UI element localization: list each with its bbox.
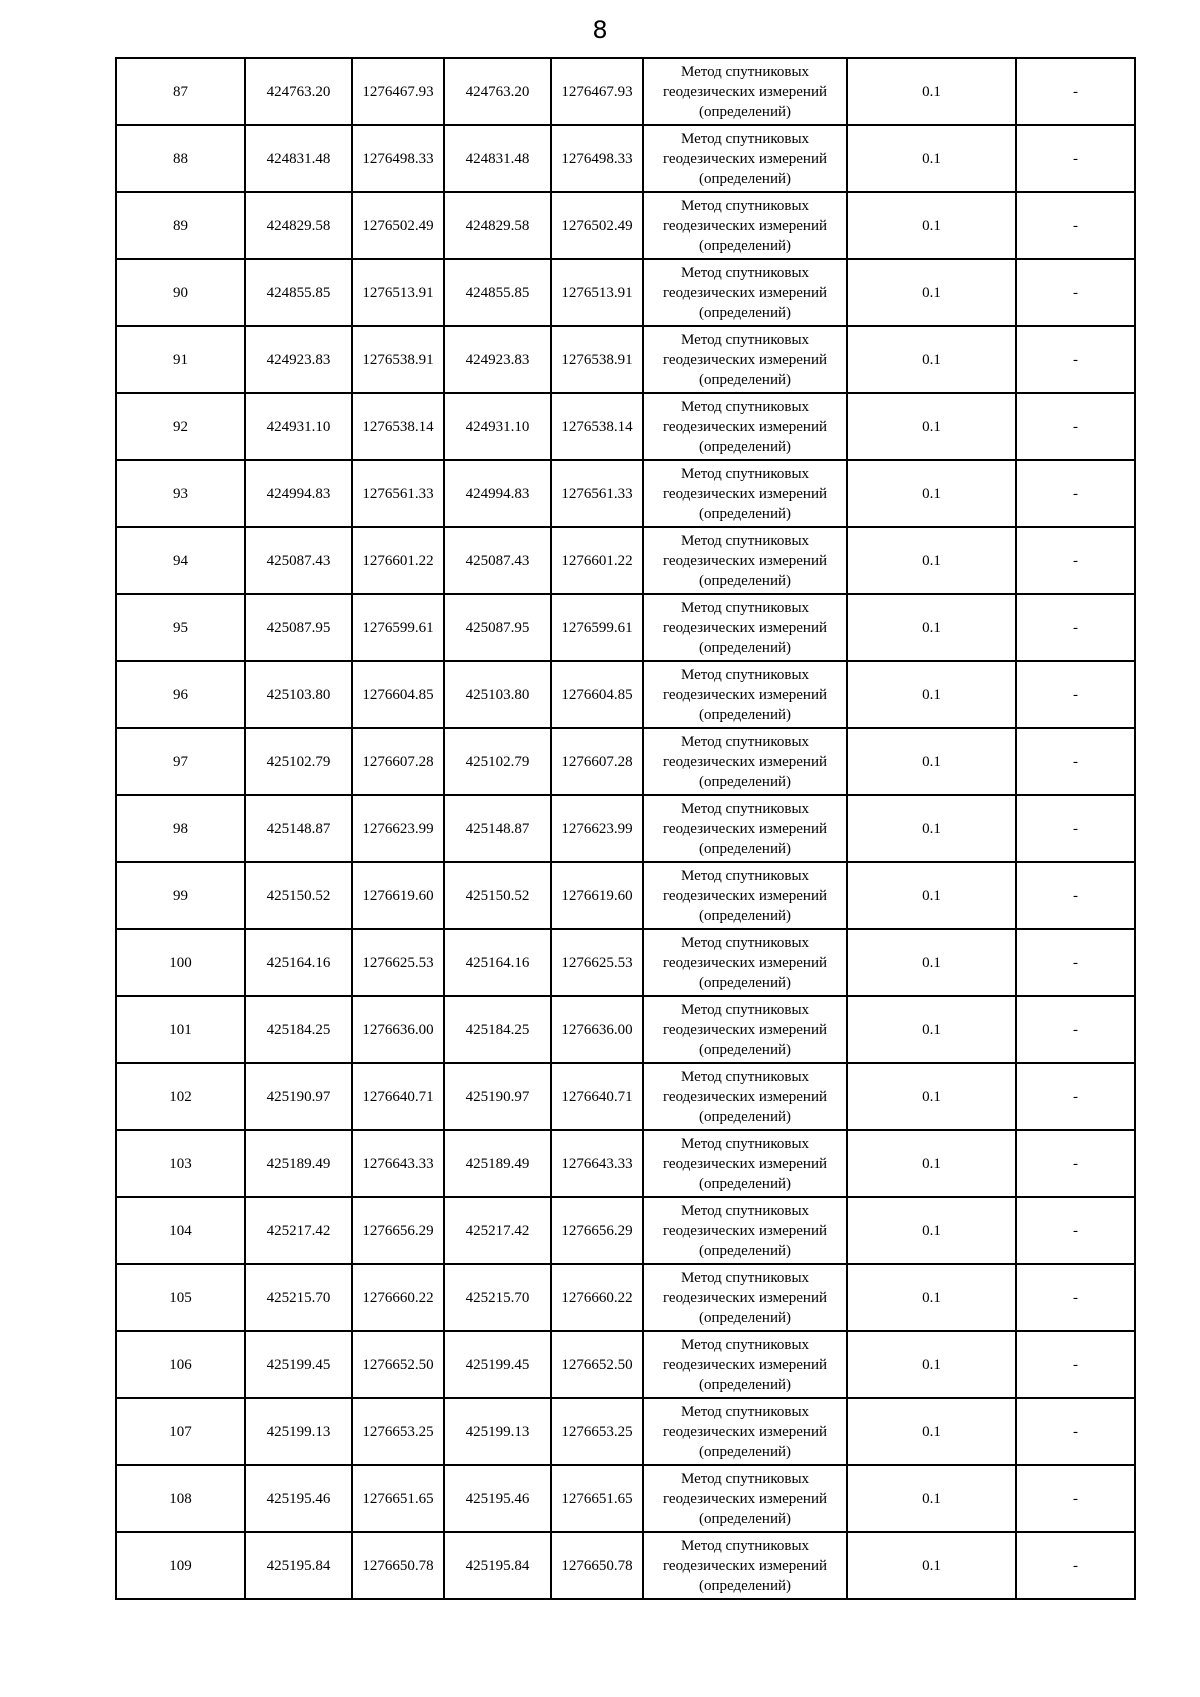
specified-x-cell: 425148.87	[444, 795, 551, 862]
existing-y-cell: 1276607.28	[352, 728, 444, 795]
method-cell	[643, 929, 847, 996]
specified-y-cell: 1276652.50	[551, 1331, 643, 1398]
table-row	[116, 996, 1135, 1063]
method-line: геодезических измерений	[662, 1423, 828, 1440]
note-cell: -	[1016, 661, 1135, 728]
method-line: геодезических измерений	[662, 284, 828, 301]
accuracy-cell: 0.1	[847, 1532, 1016, 1599]
method-line: (определений)	[699, 304, 791, 321]
specified-y-cell: 1276498.33	[551, 125, 643, 192]
specified-x-cell: 425215.70	[444, 1264, 551, 1331]
method-line: Метод спутниковых	[680, 197, 810, 214]
specified-x-cell: 425195.46	[444, 1465, 551, 1532]
method-line: геодезических измерений	[662, 485, 828, 502]
method-cell	[643, 661, 847, 728]
method-line: Метод спутниковых	[680, 800, 810, 817]
existing-y-cell: 1276601.22	[352, 527, 444, 594]
accuracy-cell: 0.1	[847, 1264, 1016, 1331]
note-cell: -	[1016, 259, 1135, 326]
existing-x-cell: 425195.46	[245, 1465, 352, 1532]
method-line: Метод спутниковых	[680, 666, 810, 683]
specified-y-cell: 1276538.91	[551, 326, 643, 393]
note-cell: -	[1016, 1331, 1135, 1398]
method-line: (определений)	[699, 103, 791, 120]
table-row	[116, 1063, 1135, 1130]
existing-x-cell: 425199.13	[245, 1398, 352, 1465]
table-row	[116, 594, 1135, 661]
accuracy-cell: 0.1	[847, 259, 1016, 326]
note-cell: -	[1016, 1197, 1135, 1264]
note-cell: -	[1016, 929, 1135, 996]
method-line: Метод спутниковых	[680, 934, 810, 951]
specified-y-cell: 1276561.33	[551, 460, 643, 527]
method-cell	[643, 1063, 847, 1130]
method-line: геодезических измерений	[662, 351, 828, 368]
existing-y-cell: 1276650.78	[352, 1532, 444, 1599]
method-line: Метод спутниковых	[680, 1336, 810, 1353]
specified-x-cell: 425102.79	[444, 728, 551, 795]
specified-x-cell: 425217.42	[444, 1197, 551, 1264]
method-line: геодезических измерений	[662, 954, 828, 971]
method-cell	[643, 192, 847, 259]
table-row	[116, 728, 1135, 795]
table-row	[116, 1197, 1135, 1264]
method-cell	[643, 1197, 847, 1264]
point-number-cell: 97	[116, 728, 245, 795]
accuracy-cell: 0.1	[847, 728, 1016, 795]
note-cell: -	[1016, 527, 1135, 594]
existing-y-cell: 1276502.49	[352, 192, 444, 259]
existing-x-cell: 425199.45	[245, 1331, 352, 1398]
page-number: 8	[592, 16, 608, 44]
method-line: геодезических измерений	[662, 1088, 828, 1105]
method-line: геодезических измерений	[662, 1289, 828, 1306]
method-cell	[643, 996, 847, 1063]
point-number-cell: 104	[116, 1197, 245, 1264]
existing-y-cell: 1276467.93	[352, 58, 444, 125]
specified-y-cell: 1276619.60	[551, 862, 643, 929]
method-cell	[643, 1532, 847, 1599]
table-row	[116, 192, 1135, 259]
method-line: (определений)	[699, 773, 791, 790]
specified-x-cell: 425199.13	[444, 1398, 551, 1465]
method-line: (определений)	[699, 1108, 791, 1125]
method-line: (определений)	[699, 974, 791, 991]
table-row	[116, 326, 1135, 393]
existing-x-cell: 424763.20	[245, 58, 352, 125]
specified-y-cell: 1276660.22	[551, 1264, 643, 1331]
specified-y-cell: 1276513.91	[551, 259, 643, 326]
method-line: Метод спутниковых	[680, 867, 810, 884]
point-number-cell: 91	[116, 326, 245, 393]
method-line: Метод спутниковых	[680, 532, 810, 549]
table-body	[116, 58, 1135, 1599]
note-cell: -	[1016, 125, 1135, 192]
point-number-cell: 105	[116, 1264, 245, 1331]
point-number-cell: 89	[116, 192, 245, 259]
method-cell	[643, 1130, 847, 1197]
method-line: геодезических измерений	[662, 1155, 828, 1172]
specified-x-cell: 424931.10	[444, 393, 551, 460]
accuracy-cell: 0.1	[847, 1197, 1016, 1264]
method-cell	[643, 125, 847, 192]
method-line: Метод спутниковых	[680, 1068, 810, 1085]
accuracy-cell: 0.1	[847, 929, 1016, 996]
existing-x-cell: 425102.79	[245, 728, 352, 795]
existing-y-cell: 1276652.50	[352, 1331, 444, 1398]
specified-x-cell: 425184.25	[444, 996, 551, 1063]
specified-y-cell: 1276636.00	[551, 996, 643, 1063]
method-cell	[643, 460, 847, 527]
method-line: геодезических измерений	[662, 1356, 828, 1373]
point-number-cell: 90	[116, 259, 245, 326]
table-row	[116, 125, 1135, 192]
method-cell	[643, 326, 847, 393]
existing-y-cell: 1276656.29	[352, 1197, 444, 1264]
method-line: геодезических измерений	[662, 83, 828, 100]
method-line: (определений)	[699, 1577, 791, 1594]
point-number-cell: 100	[116, 929, 245, 996]
accuracy-cell: 0.1	[847, 1398, 1016, 1465]
note-cell: -	[1016, 1532, 1135, 1599]
point-number-cell: 108	[116, 1465, 245, 1532]
specified-x-cell: 425087.95	[444, 594, 551, 661]
method-cell	[643, 728, 847, 795]
method-line: Метод спутниковых	[680, 264, 810, 281]
specified-y-cell: 1276467.93	[551, 58, 643, 125]
existing-x-cell: 425184.25	[245, 996, 352, 1063]
table-row	[116, 661, 1135, 728]
specified-x-cell: 424855.85	[444, 259, 551, 326]
existing-y-cell: 1276653.25	[352, 1398, 444, 1465]
note-cell: -	[1016, 862, 1135, 929]
method-line: геодезических измерений	[662, 686, 828, 703]
accuracy-cell: 0.1	[847, 996, 1016, 1063]
accuracy-cell: 0.1	[847, 1130, 1016, 1197]
method-line: (определений)	[699, 1510, 791, 1527]
note-cell: -	[1016, 728, 1135, 795]
existing-x-cell: 424829.58	[245, 192, 352, 259]
point-number-cell: 87	[116, 58, 245, 125]
table-row	[116, 259, 1135, 326]
specified-y-cell: 1276640.71	[551, 1063, 643, 1130]
point-number-cell: 103	[116, 1130, 245, 1197]
existing-y-cell: 1276623.99	[352, 795, 444, 862]
existing-x-cell: 425087.43	[245, 527, 352, 594]
note-cell: -	[1016, 393, 1135, 460]
specified-y-cell: 1276599.61	[551, 594, 643, 661]
accuracy-cell: 0.1	[847, 527, 1016, 594]
note-cell: -	[1016, 192, 1135, 259]
note-cell: -	[1016, 460, 1135, 527]
specified-x-cell: 424831.48	[444, 125, 551, 192]
method-line: геодезических измерений	[662, 418, 828, 435]
method-line: (определений)	[699, 1443, 791, 1460]
specified-y-cell: 1276656.29	[551, 1197, 643, 1264]
existing-y-cell: 1276640.71	[352, 1063, 444, 1130]
note-cell: -	[1016, 1465, 1135, 1532]
point-number-cell: 92	[116, 393, 245, 460]
note-cell: -	[1016, 996, 1135, 1063]
method-line: геодезических измерений	[662, 1490, 828, 1507]
existing-y-cell: 1276651.65	[352, 1465, 444, 1532]
existing-y-cell: 1276660.22	[352, 1264, 444, 1331]
table-row	[116, 393, 1135, 460]
accuracy-cell: 0.1	[847, 661, 1016, 728]
method-line: (определений)	[699, 907, 791, 924]
specified-y-cell: 1276650.78	[551, 1532, 643, 1599]
specified-y-cell: 1276651.65	[551, 1465, 643, 1532]
method-cell	[643, 1331, 847, 1398]
table-row	[116, 1130, 1135, 1197]
existing-y-cell: 1276538.14	[352, 393, 444, 460]
existing-x-cell: 425190.97	[245, 1063, 352, 1130]
method-line: (определений)	[699, 1376, 791, 1393]
table-row	[116, 527, 1135, 594]
table-row	[116, 58, 1135, 125]
method-line: (определений)	[699, 1041, 791, 1058]
method-line: геодезических измерений	[662, 1557, 828, 1574]
note-cell: -	[1016, 1264, 1135, 1331]
note-cell: -	[1016, 1398, 1135, 1465]
specified-x-cell: 425195.84	[444, 1532, 551, 1599]
table-row	[116, 1465, 1135, 1532]
point-number-cell: 93	[116, 460, 245, 527]
method-cell	[643, 862, 847, 929]
specified-y-cell: 1276604.85	[551, 661, 643, 728]
method-line: (определений)	[699, 1175, 791, 1192]
point-number-cell: 106	[116, 1331, 245, 1398]
specified-x-cell: 424923.83	[444, 326, 551, 393]
existing-x-cell: 425217.42	[245, 1197, 352, 1264]
specified-x-cell: 425190.97	[444, 1063, 551, 1130]
note-cell: -	[1016, 1130, 1135, 1197]
method-line: (определений)	[699, 505, 791, 522]
existing-x-cell: 425148.87	[245, 795, 352, 862]
existing-y-cell: 1276604.85	[352, 661, 444, 728]
specified-x-cell: 424994.83	[444, 460, 551, 527]
method-line: Метод спутниковых	[680, 63, 810, 80]
method-line: (определений)	[699, 170, 791, 187]
method-cell	[643, 1465, 847, 1532]
accuracy-cell: 0.1	[847, 460, 1016, 527]
existing-x-cell: 425189.49	[245, 1130, 352, 1197]
table-row	[116, 862, 1135, 929]
method-line: (определений)	[699, 237, 791, 254]
method-line: (определений)	[699, 639, 791, 656]
accuracy-cell: 0.1	[847, 594, 1016, 661]
method-cell	[643, 393, 847, 460]
method-cell	[643, 527, 847, 594]
accuracy-cell: 0.1	[847, 192, 1016, 259]
table-row	[116, 929, 1135, 996]
accuracy-cell: 0.1	[847, 795, 1016, 862]
method-line: Метод спутниковых	[680, 398, 810, 415]
method-cell	[643, 594, 847, 661]
existing-y-cell: 1276498.33	[352, 125, 444, 192]
specified-y-cell: 1276601.22	[551, 527, 643, 594]
method-line: (определений)	[699, 371, 791, 388]
method-line: геодезических измерений	[662, 552, 828, 569]
method-cell	[643, 58, 847, 125]
existing-x-cell: 424994.83	[245, 460, 352, 527]
point-number-cell: 101	[116, 996, 245, 1063]
table-row	[116, 460, 1135, 527]
existing-x-cell: 425215.70	[245, 1264, 352, 1331]
existing-y-cell: 1276643.33	[352, 1130, 444, 1197]
accuracy-cell: 0.1	[847, 58, 1016, 125]
specified-x-cell: 424829.58	[444, 192, 551, 259]
method-line: Метод спутниковых	[680, 599, 810, 616]
table-row	[116, 1398, 1135, 1465]
accuracy-cell: 0.1	[847, 1063, 1016, 1130]
method-line: (определений)	[699, 572, 791, 589]
existing-y-cell: 1276636.00	[352, 996, 444, 1063]
point-number-cell: 94	[116, 527, 245, 594]
method-line: Метод спутниковых	[680, 1202, 810, 1219]
accuracy-cell: 0.1	[847, 125, 1016, 192]
method-cell	[643, 1398, 847, 1465]
method-line: геодезических измерений	[662, 1021, 828, 1038]
existing-y-cell: 1276561.33	[352, 460, 444, 527]
method-line: геодезических измерений	[662, 1222, 828, 1239]
point-number-cell: 109	[116, 1532, 245, 1599]
method-line: геодезических измерений	[662, 217, 828, 234]
existing-y-cell: 1276538.91	[352, 326, 444, 393]
method-cell	[643, 259, 847, 326]
note-cell: -	[1016, 326, 1135, 393]
existing-x-cell: 425195.84	[245, 1532, 352, 1599]
method-cell	[643, 1264, 847, 1331]
existing-x-cell: 424923.83	[245, 326, 352, 393]
specified-x-cell: 425189.49	[444, 1130, 551, 1197]
method-line: геодезических измерений	[662, 150, 828, 167]
specified-x-cell: 425150.52	[444, 862, 551, 929]
coordinates-table	[115, 57, 1136, 1600]
specified-y-cell: 1276607.28	[551, 728, 643, 795]
point-number-cell: 96	[116, 661, 245, 728]
existing-x-cell: 424931.10	[245, 393, 352, 460]
method-line: Метод спутниковых	[680, 465, 810, 482]
accuracy-cell: 0.1	[847, 326, 1016, 393]
table-row	[116, 1264, 1135, 1331]
note-cell: -	[1016, 58, 1135, 125]
method-line: Метод спутниковых	[680, 130, 810, 147]
specified-y-cell: 1276625.53	[551, 929, 643, 996]
specified-x-cell: 425199.45	[444, 1331, 551, 1398]
table-row	[116, 795, 1135, 862]
accuracy-cell: 0.1	[847, 1331, 1016, 1398]
method-line: геодезических измерений	[662, 619, 828, 636]
point-number-cell: 88	[116, 125, 245, 192]
method-line: геодезических измерений	[662, 753, 828, 770]
point-number-cell: 102	[116, 1063, 245, 1130]
method-line: Метод спутниковых	[680, 1470, 810, 1487]
specified-y-cell: 1276502.49	[551, 192, 643, 259]
method-line: Метод спутниковых	[680, 1135, 810, 1152]
accuracy-cell: 0.1	[847, 393, 1016, 460]
method-line: (определений)	[699, 438, 791, 455]
specified-x-cell: 424763.20	[444, 58, 551, 125]
specified-x-cell: 425103.80	[444, 661, 551, 728]
existing-x-cell: 424831.48	[245, 125, 352, 192]
method-line: геодезических измерений	[662, 887, 828, 904]
method-cell	[643, 795, 847, 862]
specified-y-cell: 1276538.14	[551, 393, 643, 460]
existing-x-cell: 424855.85	[245, 259, 352, 326]
method-line: (определений)	[699, 1242, 791, 1259]
note-cell: -	[1016, 594, 1135, 661]
existing-y-cell: 1276619.60	[352, 862, 444, 929]
specified-x-cell: 425087.43	[444, 527, 551, 594]
note-cell: -	[1016, 795, 1135, 862]
method-line: Метод спутниковых	[680, 1269, 810, 1286]
existing-y-cell: 1276513.91	[352, 259, 444, 326]
method-line: геодезических измерений	[662, 820, 828, 837]
method-line: Метод спутниковых	[680, 331, 810, 348]
existing-x-cell: 425103.80	[245, 661, 352, 728]
specified-y-cell: 1276653.25	[551, 1398, 643, 1465]
accuracy-cell: 0.1	[847, 862, 1016, 929]
table-row	[116, 1532, 1135, 1599]
specified-y-cell: 1276623.99	[551, 795, 643, 862]
accuracy-cell: 0.1	[847, 1465, 1016, 1532]
method-line: Метод спутниковых	[680, 1403, 810, 1420]
method-line: (определений)	[699, 1309, 791, 1326]
point-number-cell: 95	[116, 594, 245, 661]
note-cell: -	[1016, 1063, 1135, 1130]
point-number-cell: 98	[116, 795, 245, 862]
method-line: Метод спутниковых	[680, 1537, 810, 1554]
point-number-cell: 99	[116, 862, 245, 929]
existing-x-cell: 425150.52	[245, 862, 352, 929]
existing-x-cell: 425087.95	[245, 594, 352, 661]
method-line: Метод спутниковых	[680, 733, 810, 750]
specified-x-cell: 425164.16	[444, 929, 551, 996]
method-line: (определений)	[699, 840, 791, 857]
specified-y-cell: 1276643.33	[551, 1130, 643, 1197]
method-line: (определений)	[699, 706, 791, 723]
existing-y-cell: 1276625.53	[352, 929, 444, 996]
existing-y-cell: 1276599.61	[352, 594, 444, 661]
point-number-cell: 107	[116, 1398, 245, 1465]
table-row	[116, 1331, 1135, 1398]
method-line: Метод спутниковых	[680, 1001, 810, 1018]
existing-x-cell: 425164.16	[245, 929, 352, 996]
